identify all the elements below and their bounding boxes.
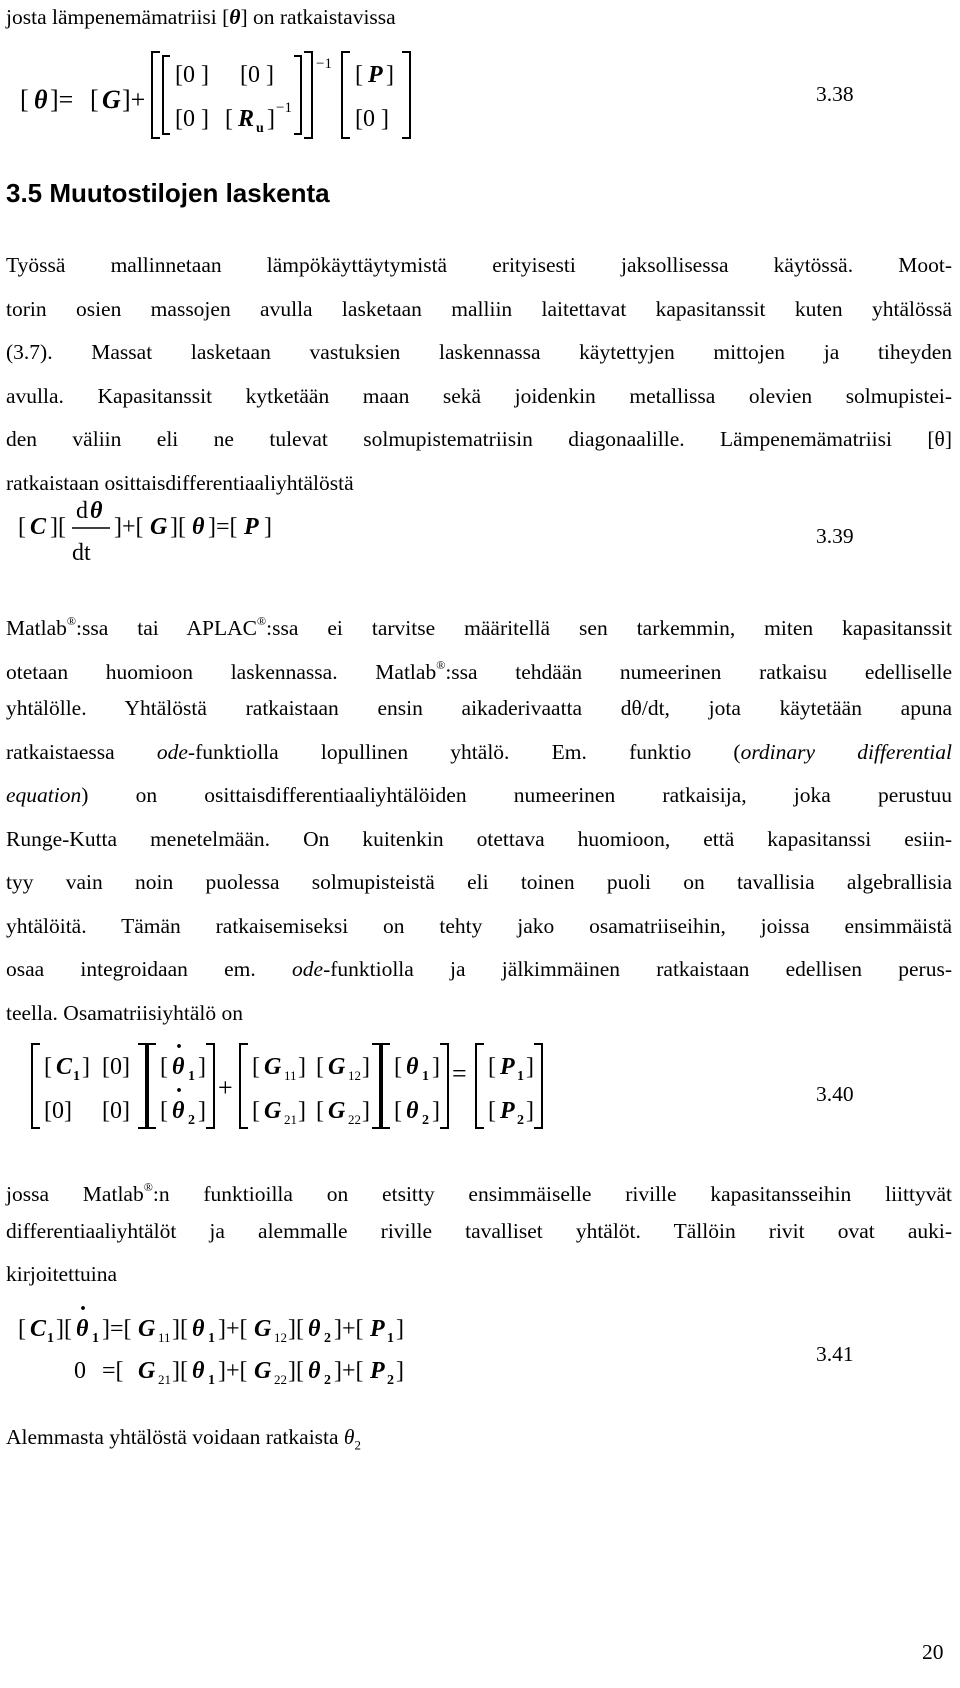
svg-text:2: 2 [324, 1331, 331, 1346]
svg-text:θ: θ [192, 514, 205, 540]
text-line: teella. Osamatriisiyhtälö on [6, 1000, 244, 1025]
text-line: Runge-Kutta menetelmään. On kuitenkin otettava huomioon, että kapasitanssi esiin- [6, 826, 952, 851]
svg-text:[: [ [225, 106, 233, 132]
svg-text:]=[: ]=[ [102, 1316, 132, 1342]
svg-text:C: C [56, 1054, 73, 1080]
equation-3-39 [0, 488, 960, 578]
svg-text:G: G [254, 1316, 272, 1342]
svg-text:θ: θ [76, 1316, 89, 1342]
svg-text:·: · [175, 1036, 184, 1060]
svg-text:[: [ [18, 514, 26, 540]
svg-text:1: 1 [208, 1373, 215, 1388]
svg-text:[: [ [90, 85, 99, 114]
svg-text:P: P [370, 1316, 385, 1342]
svg-text:]+[: ]+[ [114, 514, 144, 540]
text-line: Työssä mallinnetaan lämpökäyttäytymistä erityisesti jaksollisessa käytössä. Moot- [6, 253, 952, 277]
svg-text:=[: =[ [102, 1358, 124, 1384]
svg-text:]+[: ]+[ [218, 1358, 248, 1384]
svg-text:G: G [254, 1358, 272, 1384]
svg-text:12: 12 [348, 1068, 361, 1083]
equation-number: 3.41 [816, 1342, 854, 1366]
equation-3-41 [0, 1296, 960, 1396]
svg-text:0: 0 [74, 1358, 86, 1384]
svg-text:12: 12 [274, 1330, 287, 1345]
svg-text:[: [ [18, 1316, 26, 1342]
svg-text:2: 2 [517, 1113, 524, 1128]
equation-3-40-formula [10, 1036, 570, 1136]
svg-text:G: G [264, 1054, 282, 1080]
svg-text:]: ] [198, 1098, 206, 1124]
paragraph-2 [6, 600, 952, 1035]
equation-3-39-formula [10, 488, 430, 578]
svg-text:22: 22 [348, 1112, 361, 1127]
svg-text:P: P [500, 1098, 515, 1124]
svg-text:[0 ]: [0 ] [240, 62, 274, 88]
svg-text:]: ] [362, 1098, 370, 1124]
svg-text:·: · [175, 1078, 184, 1104]
svg-text:2: 2 [324, 1373, 331, 1388]
svg-text:·: · [79, 1296, 88, 1322]
svg-text:[: [ [20, 85, 29, 114]
svg-text:d: d [76, 498, 88, 524]
text-line: ratkaistaan osittaisdifferentiaaliyhtälöstä [6, 470, 354, 495]
svg-text:21: 21 [158, 1372, 171, 1387]
equation-3-38-formula [10, 40, 570, 150]
equation-number: 3.38 [816, 82, 854, 106]
svg-text:2: 2 [188, 1113, 195, 1128]
text-line: yhtälölle. Yhtälöstä ratkaistaan ensin aikaderivaatta dθ/dt, jota käytetään apuna [6, 696, 952, 720]
svg-text:θ: θ [192, 1358, 205, 1384]
svg-text:[: [ [394, 1098, 402, 1124]
text-line: torin osien massojen avulla lasketaan malliin laitettavat kapasitanssit kuten yhtälössä [6, 296, 952, 321]
svg-text:G: G [138, 1358, 156, 1384]
svg-text:θ: θ [406, 1098, 419, 1124]
svg-text:]+[: ]+[ [334, 1358, 364, 1384]
svg-text:]: ] [362, 1054, 370, 1080]
svg-text:G: G [150, 514, 168, 540]
svg-text:θ: θ [34, 85, 48, 114]
closing-line: Alemmasta yhtälöstä voidaan ratkaista $\theta_2$ [6, 1425, 361, 1453]
paragraph-1 [6, 244, 952, 505]
text-line: den väliin eli ne tulevat solmupistematriisin diagonaalille. Lämpenemämatriisi [θ] [6, 427, 952, 451]
svg-text:[: [ [316, 1098, 324, 1124]
svg-text:[: [ [488, 1054, 496, 1080]
page-number: 20 [922, 1640, 944, 1664]
svg-text:[: [ [252, 1054, 260, 1080]
svg-text:][: ][ [288, 1358, 304, 1384]
text-line: differentiaaliyhtälöt ja alemmalle riville tavalliset yhtälöt. Tällöin rivit ovat auki- [6, 1218, 952, 1243]
svg-text:P: P [244, 514, 259, 540]
text-line: equation) on osittaisdifferentiaaliyhtälöiden numeerinen ratkaisija, joka perustuu [6, 783, 952, 807]
svg-text:θ: θ [172, 1054, 185, 1080]
svg-text:21: 21 [284, 1112, 297, 1127]
svg-text:]: ] [82, 1054, 90, 1080]
svg-text:1: 1 [92, 1331, 99, 1346]
svg-text:=: = [452, 1059, 467, 1088]
svg-text:2: 2 [422, 1113, 429, 1128]
svg-text:]: ] [298, 1098, 306, 1124]
text-line: avulla. Kapasitanssit kytketään maan sekä joidenkin metallissa olevien solmupistei- [6, 383, 952, 408]
svg-text:R: R [238, 106, 255, 132]
svg-text:[: [ [394, 1054, 402, 1080]
svg-text:−1: −1 [316, 56, 332, 72]
svg-text:11: 11 [158, 1330, 171, 1345]
svg-text:P: P [370, 1358, 385, 1384]
svg-text:11: 11 [284, 1068, 297, 1083]
svg-text:22: 22 [274, 1372, 287, 1387]
equation-number: 3.39 [816, 524, 854, 548]
svg-text:θ: θ [308, 1358, 321, 1384]
svg-text:2: 2 [387, 1373, 394, 1388]
svg-text:P: P [500, 1054, 515, 1080]
svg-text:[: [ [488, 1098, 496, 1124]
text-line: osaa integroidaan em. ode-funktiolla ja jälkimmäinen ratkaistaan edellisen perus- [6, 957, 952, 981]
equation-3-41-formula [10, 1296, 530, 1396]
svg-text:]: ] [432, 1054, 440, 1080]
svg-text:[: [ [160, 1098, 168, 1124]
svg-text:G: G [264, 1098, 282, 1124]
intro-line: josta lämpenemämatriisi [θ] on ratkaistavissa [6, 5, 396, 29]
svg-text:C: C [30, 1316, 47, 1342]
svg-text:1: 1 [188, 1069, 195, 1084]
svg-text:C: C [30, 514, 47, 540]
svg-text:1: 1 [422, 1069, 429, 1084]
svg-text:][: ][ [56, 1316, 72, 1342]
svg-text:−1: −1 [276, 100, 292, 116]
svg-text:]: ] [198, 1054, 206, 1080]
svg-text:]: ] [298, 1054, 306, 1080]
svg-text:+: + [218, 1073, 233, 1102]
svg-text:[: [ [44, 1054, 52, 1080]
svg-text:]: ] [396, 1316, 404, 1342]
svg-text:]: ] [526, 1098, 534, 1124]
text-line: tyy vain noin puolessa solmupisteistä eli toinen puoli on tavallisia algebrallisia [6, 870, 952, 894]
svg-text:1: 1 [73, 1069, 80, 1084]
text-line: Matlab®:ssa tai APLAC®:ssa ei tarvitse määritellä sen tarkemmin, miten kapasitanssit [6, 614, 952, 640]
svg-text:]: ] [267, 106, 275, 132]
svg-text:][: ][ [288, 1316, 304, 1342]
equation-3-40 [0, 1036, 960, 1136]
svg-text:[0]: [0] [44, 1098, 72, 1124]
svg-text:][: ][ [172, 1316, 188, 1342]
svg-text:[0 ]: [0 ] [175, 62, 209, 88]
svg-text:]: ] [526, 1054, 534, 1080]
text-line: ratkaistaessa ode-funktiolla lopullinen yhtälö. Em. funktio (ordinary differential [6, 739, 952, 764]
svg-text:1: 1 [47, 1331, 54, 1346]
svg-text:]=: ]= [50, 85, 74, 114]
svg-text:]+: ]+ [122, 85, 146, 114]
svg-text:G: G [102, 85, 121, 114]
section-heading: 3.5 Muutostilojen laskenta [6, 178, 330, 208]
svg-text:1: 1 [208, 1331, 215, 1346]
svg-text:θ: θ [172, 1098, 185, 1124]
svg-text:G: G [328, 1098, 346, 1124]
svg-text:[: [ [355, 62, 363, 88]
svg-text:]+[: ]+[ [218, 1316, 248, 1342]
text-line: (3.7). Massat lasketaan vastuksien laskennassa käytettyjen mittojen ja tiheyden [6, 340, 952, 364]
svg-text:]: ] [432, 1098, 440, 1124]
equation-3-38 [0, 40, 960, 150]
svg-text:dt: dt [72, 540, 91, 566]
svg-text:θ: θ [308, 1316, 321, 1342]
svg-text:][: ][ [170, 514, 186, 540]
svg-text:]: ] [396, 1358, 404, 1384]
svg-text:]+[: ]+[ [334, 1316, 364, 1342]
svg-text:[0]: [0] [102, 1054, 130, 1080]
svg-text:[: [ [252, 1098, 260, 1124]
svg-text:]=[: ]=[ [208, 514, 238, 540]
text-line: otetaan huomioon laskennassa. Matlab®:ssa tehdään numeerinen ratkaisu edelliselle [6, 657, 952, 684]
svg-text:G: G [138, 1316, 156, 1342]
svg-text:1: 1 [517, 1069, 524, 1084]
svg-text:]: ] [386, 62, 394, 88]
svg-text:][: ][ [172, 1358, 188, 1384]
svg-text:[0 ]: [0 ] [175, 106, 209, 132]
svg-text:][: ][ [50, 514, 66, 540]
svg-text:θ: θ [90, 498, 103, 524]
text-line: kirjoitettuina [6, 1262, 118, 1286]
svg-text:[0 ]: [0 ] [355, 106, 389, 132]
paragraph-3 [6, 1166, 952, 1297]
svg-text:u: u [256, 121, 264, 136]
svg-text:θ: θ [406, 1054, 419, 1080]
svg-text:1: 1 [387, 1331, 394, 1346]
svg-text:P: P [368, 62, 383, 88]
svg-text:[: [ [316, 1054, 324, 1080]
svg-text:]: ] [264, 514, 272, 540]
svg-text:θ: θ [192, 1316, 205, 1342]
text-line: jossa Matlab®:n funktioilla on etsitty ensimmäiselle riville kapasitansseihin liittyvät [6, 1180, 952, 1206]
svg-text:[: [ [160, 1054, 168, 1080]
svg-text:G: G [328, 1054, 346, 1080]
svg-text:[0]: [0] [102, 1098, 130, 1124]
text-line: yhtälöitä. Tämän ratkaisemiseksi on tehty jako osamatriiseihin, joissa ensimmäistä [6, 913, 952, 938]
equation-number: 3.40 [816, 1082, 854, 1106]
